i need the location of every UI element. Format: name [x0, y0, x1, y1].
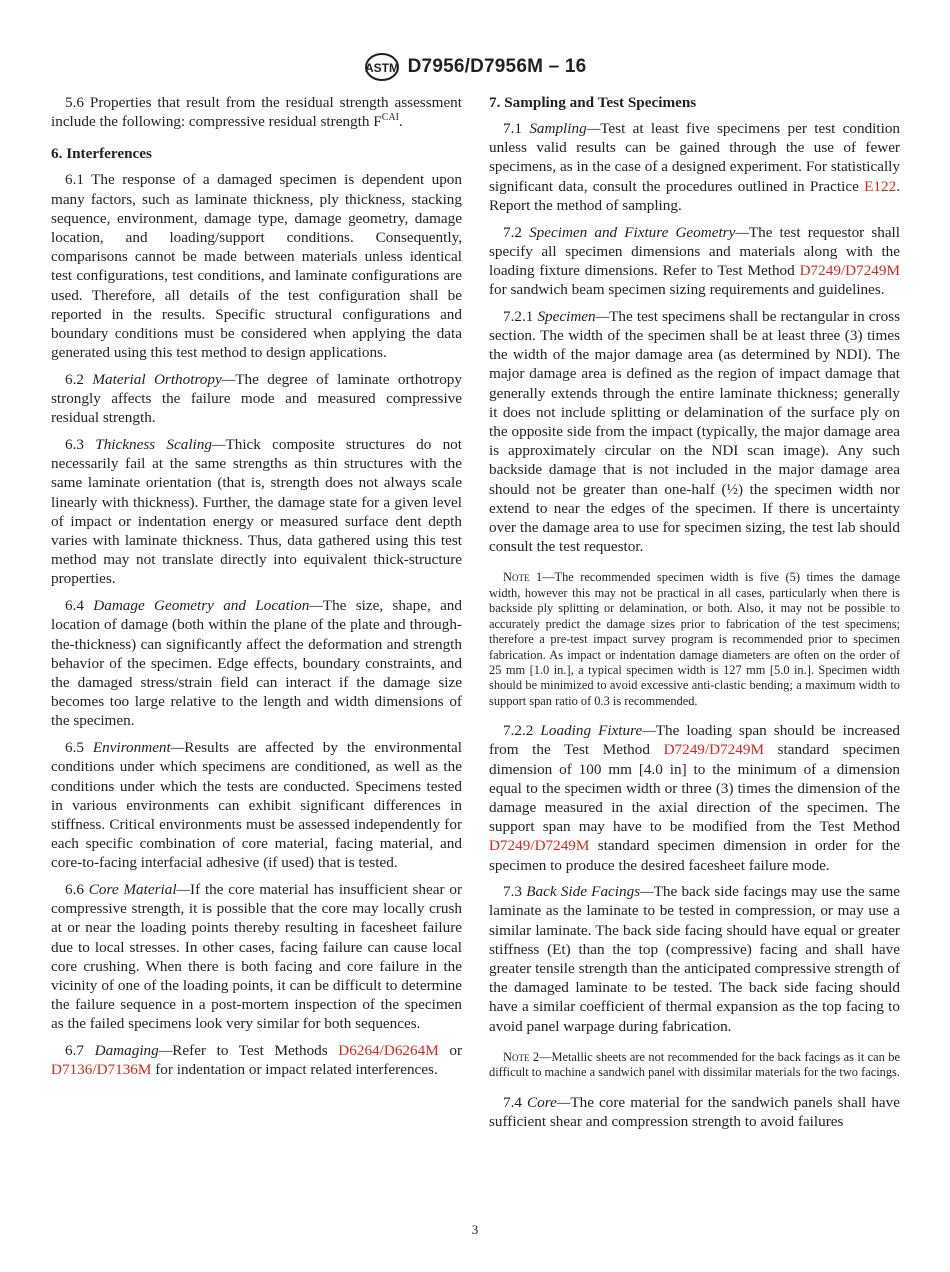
- paragraph: [51, 738, 462, 872]
- standard-reference-link[interactable]: D7249/D7249M: [799, 261, 900, 279]
- right-column: [489, 93, 900, 1139]
- text-segment: Refer to Test Methods: [172, 1042, 339, 1060]
- text-segment: The core material for the sandwich panels shall have sufficient shear and compression strength to avoid failures: [489, 1093, 900, 1130]
- paragraph-title: Specimen—: [537, 307, 610, 325]
- text-segment: 7.2.2: [503, 722, 541, 740]
- text-segment: 1—The recommended specimen width is five (5) times the damage width, however this may not be practical in all cases, particularly when there is backside ply splitting or delamination, or both. Also, it may not be possible to accurately predict the damage sizes prior to fabrication of the test specimens; therefore a pre-test impact survey program is recommended prior to specimen fabrication. As impact or indentation damage diameters are often on the order of 25 mm [1.0 in.], a typical specimen width is 127 mm [5.0 in.]. Specimen width should be minimized to avoid excessive anti-clastic bending; a maximum width to support span ratio of 0.3 is recommended.: [489, 570, 900, 708]
- text-segment: 6.1 The response of a damaged specimen is dependent upon many factors, such as laminate thickness, ply thickness, stacking sequence, environment, damage type, damage geometry, damage location, and loading/support conditions. Consequently, comparisons cannot be made between materials unless identical test configurations, test conditions, and laminate configurations are used. Therefore, all details of the test configuration shall be reported in the results. Specific structural configurations and boundary conditions must be considered when applying the data generated using this test method to design applications.: [51, 171, 462, 362]
- paragraph-title: Sampling—: [529, 120, 601, 137]
- text-segment: 2—Metallic sheets are not recommended for the back facings as it can be difficult to machine a sandwich panel with dissimilar materials for the two facings.: [489, 1049, 900, 1080]
- paragraph-title: Loading Fixture—: [540, 722, 656, 740]
- paragraph: [51, 596, 462, 730]
- section-heading: 7. Sampling and Test Specimens: [489, 94, 697, 111]
- text-segment: for sandwich beam specimen sizing requirements and guidelines.: [489, 281, 885, 299]
- astm-logo-icon: [364, 52, 400, 82]
- text-segment: The test specimens shall be rectangular in cross section. The width of the specimen shall be at least three (3) times the width of the major damage area (as determined by NDI). The major damage area is defined as the region of impact damage that generally extends through the entire laminate thickness; generally it does not include splitting or delamination of the surface ply on the opposite side from the impact (typically, the major damage area is approximately circular on the NDI scan image). Any such backside damage that is not included in the major damage area should not be greater than one-half (½) the specimen width nor extend to near the edges of the specimen. If there is uncertainty over the damage area to use for specimen sizing, the test lab should consult the test requestor.: [489, 307, 901, 556]
- paragraph-title: Core—: [527, 1093, 571, 1111]
- text-segment: 6.5: [65, 739, 93, 757]
- page-header: [0, 52, 950, 87]
- text-segment: 7.4: [503, 1093, 528, 1111]
- text-segment: 5.6 Properties that result from the residual strength assessment include the following: compressive residual strength F: [51, 94, 462, 131]
- text-segment: Test at least five specimens per test condition unless valid results can be gained through the use of fewer specimens, as in the case of a designed experiment. For statistically significant data, consult the procedures outlined in Practice: [489, 120, 901, 195]
- text-segment: 6.6: [65, 881, 89, 899]
- paragraph-title: Damaging—: [94, 1042, 173, 1060]
- paragraph: [51, 435, 462, 589]
- paragraph: [51, 880, 462, 1034]
- text-segment: Note: [503, 570, 530, 585]
- paragraph: [489, 1093, 900, 1131]
- text-segment: The back side facings may use the same laminate as the laminate to be tested in compression, or may use a similar laminate. The back side facing should have equal or greater stiffness (Et) than the top (compressive) facing and shall have greater tensile strength than the anticipated compressive strength of the damaged laminate to be tested. The back side facing should have a similar coefficient of thermal expansion as the top facing to avoid panel warpage during fabrication.: [489, 883, 900, 1035]
- paragraph-title: Back Side Facings—: [526, 883, 654, 901]
- text-segment: 7.2.1: [503, 307, 538, 325]
- text-segment: Note: [503, 1049, 530, 1064]
- standard-reference-link[interactable]: E122: [864, 177, 897, 195]
- document-designation: D7956/D7956M – 16: [407, 56, 587, 77]
- paragraph-title: Specimen and Fixture Geometry—: [529, 223, 749, 241]
- text-segment: The test requestor shall specify all specimen dimensions and materials along with the loading fixture dimensions. Refer to Test Method: [489, 223, 900, 279]
- paragraph: [489, 721, 900, 875]
- text-segment: Results are affected by the environmental conditions under which specimens are conditioned, as well as the conditions under which the tests are conducted. Specimens tested in various environments can exhibit significant differences in stiffness. Critical environments must be assessed independently for each specific combination of core material, facing material, and core-to-facing interfacial adhesive (if used) that is tested.: [51, 739, 462, 872]
- page-number: 3: [471, 1222, 479, 1237]
- standard-reference-link[interactable]: D7249/D7249M: [489, 837, 590, 855]
- standard-reference-link[interactable]: D6264/D6264M: [338, 1042, 439, 1060]
- paragraph-title: Material Orthotropy—: [92, 370, 236, 388]
- text-segment: The size, shape, and location of damage (both within the plane of the plate and through-the-thickness) can significantly affect the deformation and strength behavior of the specimen. Edge effects, boundary constraints, and the damaged stress/strain field can interact if the damage size becomes too large relative to the length and width dimensions of the specimen.: [51, 597, 462, 730]
- text-segment: CAI: [381, 112, 399, 124]
- left-column: [51, 93, 462, 1087]
- text-segment: 7.2: [503, 223, 530, 241]
- paragraph: [51, 1041, 462, 1079]
- paragraph: [489, 223, 900, 300]
- text-segment: 7.1: [503, 120, 530, 137]
- paragraph-title: Thickness Scaling—: [95, 436, 226, 454]
- text-segment: 7.3: [503, 883, 527, 901]
- paragraph-title: Core Material—: [88, 881, 191, 899]
- text-segment: 6.4: [65, 597, 94, 615]
- text-segment: standard specimen dimension of 100 mm [4.0 in] to the minimum of a dimension equal to the specimen width or three (3) times the dimension of the damage measured in the axial direction of the specimen. The support span may have to be modified from the Test Method: [489, 741, 900, 836]
- text-segment: If the core material has insufficient shear or compressive strength, it is possible that the core may locally crush at or near the loading points thereby resulting in facesheet failure due to local stresses. In other cases, facing failure can cause local core crushing. When there is both facing and core failure in the vicinity of one of the loading points, it can be difficult to determine the failure sequence in a post-mortem inspection of the specimen as the failed specimens look very similar for both sequences.: [51, 881, 462, 1033]
- text-segment: 6.7: [65, 1042, 95, 1060]
- text-segment: .: [398, 113, 403, 131]
- section-heading: 6. Interferences: [51, 145, 152, 163]
- text-segment: for indentation or impact related interferences.: [151, 1061, 438, 1079]
- text-segment: . Report the method of sampling.: [489, 177, 900, 214]
- paragraph-title: Damage Geometry and Location—: [93, 597, 323, 615]
- standard-reference-link[interactable]: D7136/D7136M: [51, 1061, 152, 1079]
- svg-text:ASTM: ASTM: [364, 61, 399, 75]
- text-segment: 6.2: [65, 370, 93, 388]
- text-segment: The loading span should be increased from the Test Method: [489, 722, 901, 759]
- paragraph-title: Environment—: [92, 739, 185, 757]
- paragraph: [51, 93, 462, 131]
- paragraph: [51, 170, 462, 362]
- paragraph: [489, 307, 900, 557]
- text-segment: or: [438, 1042, 463, 1060]
- paragraph: [489, 119, 900, 215]
- paragraph: [489, 882, 900, 1036]
- note-paragraph: [489, 570, 900, 709]
- text-segment: Thick composite structures do not necessarily fail at the same strengths as thin structures with the same laminate orientation (that is, strength does not always scale linearly with thickness). Further, the damage state for a given level of impact or indentation energy or measured surface dent depth varies with laminate thickness. Thus, data gathered using this test method may not translate directly into equivalent thick-structure properties.: [51, 436, 462, 588]
- text-segment: The degree of laminate orthotropy strongly affects the failure mode and measured compressive residual strength.: [51, 370, 462, 427]
- text-segment: standard specimen dimension in order for the specimen to produce the desired facesheet failure mode.: [489, 837, 900, 874]
- text-segment: 6.3: [65, 436, 96, 454]
- paragraph: [51, 370, 462, 428]
- standard-reference-link[interactable]: D7249/D7249M: [663, 741, 764, 759]
- note-paragraph: [489, 1050, 900, 1081]
